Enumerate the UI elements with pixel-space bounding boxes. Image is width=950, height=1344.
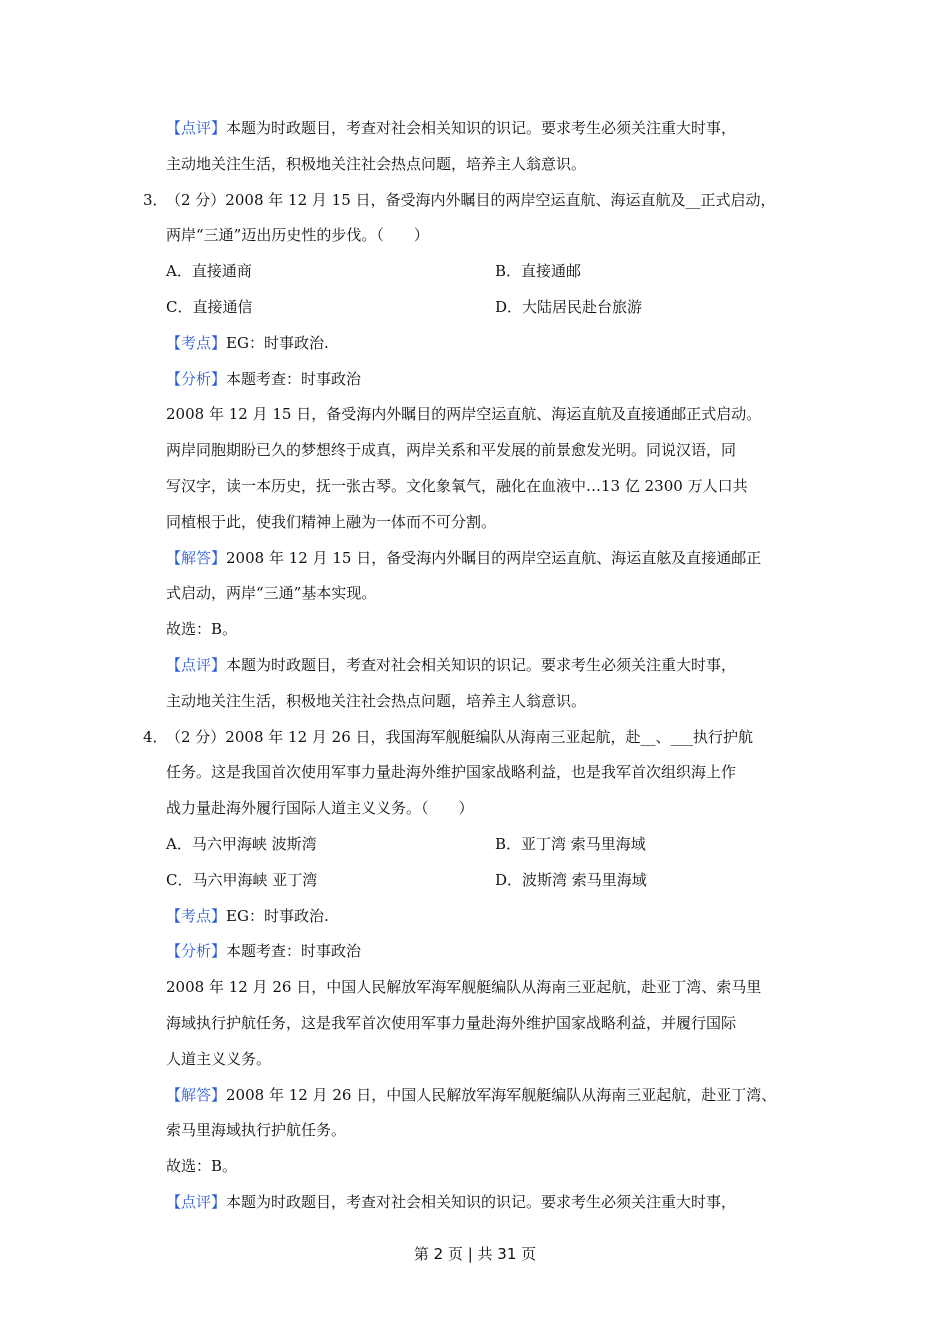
text-line: 故选：B。: [166, 620, 238, 639]
option-right: B．直接通邮: [495, 262, 582, 281]
section-text: 本题考查：时事政治: [226, 942, 362, 961]
section-tag: 【点评】: [166, 119, 227, 137]
tagged-line: [0, 939, 950, 975]
question-line: [0, 188, 950, 224]
option-left: A．直接通商: [166, 262, 252, 281]
text-line: 两岸“三通”迈出历史性的步伐。（ ）: [166, 226, 429, 245]
section-tag: 【分析】: [166, 942, 227, 961]
option-left: C．马六甲海峡 亚丁湾: [166, 870, 318, 889]
text-line: 2008 年 12 月 15 日，备受海内外瞩目的两岸空运直航、海运直航及直接通邮正式启动。: [166, 405, 762, 424]
question-text: （2 分）2008 年 12 月 26 日，我国海军舰艇编队从海南三亚起航，赴__、___执行护航: [166, 727, 754, 746]
question-number: 4．: [143, 727, 168, 746]
section-tag: 【解答】: [166, 1085, 227, 1104]
section-tag: 【分析】: [166, 369, 227, 388]
tagged-line: [0, 653, 950, 689]
option-right: D．大陆居民赴台旅游: [495, 297, 643, 316]
section-text: 本题为时政题目，考查对社会相关知识的识记。要求考生必须关注重大时事，: [226, 119, 737, 137]
text-line: 写汉字，读一本历史，抚一张古琴。文化象氧气，融化在血液中…13 亿 2300 万人口共: [166, 476, 748, 495]
section-tag: 【点评】: [166, 655, 227, 674]
tagged-line: [0, 1190, 950, 1226]
tagged-line: [0, 116, 950, 152]
text-line: 索马里海域执行护航任务。: [166, 1121, 347, 1140]
section-text: 本题为时政题目，考查对社会相关知识的识记。要求考生必须关注重大时事，: [226, 655, 737, 674]
tagged-line: [0, 904, 950, 940]
option-left: A．马六甲海峡 波斯湾: [166, 834, 317, 853]
text-line: 人道主义义务。: [166, 1049, 272, 1068]
text-line: 主动地关注生活，积极地关注社会热点问题，培养主人翁意识。: [166, 691, 587, 710]
option-row: [0, 868, 950, 904]
tagged-line: [0, 367, 950, 403]
page-footer: 第 2 页 | 共 31 页: [413, 1245, 537, 1263]
option-right: B．亚丁湾 索马里海域: [495, 834, 646, 853]
question-line: [0, 725, 950, 761]
text-line: 故选：B。: [166, 1157, 238, 1176]
option-left: C．直接通信: [166, 297, 253, 316]
section-tag: 【解答】: [166, 548, 227, 567]
document-body: [0, 116, 950, 1226]
text-line: 2008 年 12 月 26 日，中国人民解放军海军舰艇编队从海南三亚起航，赴亚丁湾、索马里: [166, 978, 762, 997]
text-line: 主动地关注生活，积极地关注社会热点问题，培养主人翁意识。: [166, 154, 587, 173]
text-line: 式启动，两岸“三通”基本实现。: [166, 584, 377, 603]
option-row: [0, 832, 950, 868]
option-row: [0, 259, 950, 295]
option-row: [0, 295, 950, 331]
question-number: 3．: [143, 190, 168, 209]
text-line: 两岸同胞期盼已久的梦想终于成真，两岸关系和平发展的前景愈发光明。同说汉语，同: [166, 441, 737, 460]
section-text: 本题考查：时事政治: [226, 369, 362, 388]
section-text: EG：时事政治.: [226, 906, 329, 925]
section-tag: 【点评】: [166, 1192, 227, 1211]
text-line: 任务。这是我国首次使用军事力量赴海外维护国家战略利益，也是我军首次组织海上作: [166, 763, 737, 782]
section-tag: 【考点】: [166, 333, 227, 352]
section-text: 2008 年 12 月 26 日，中国人民解放军海军舰艇编队从海南三亚起航，赴亚丁湾、: [226, 1085, 777, 1104]
section-text: 本题为时政题目，考查对社会相关知识的识记。要求考生必须关注重大时事，: [226, 1192, 737, 1211]
text-line: 战力量赴海外履行国际人道主义义务。（ ）: [166, 799, 474, 818]
section-text: 2008 年 12 月 15 日，备受海内外瞩目的两岸空运直航、海运直舷及直接通邮正: [226, 548, 762, 567]
text-line: 海域执行护航任务，这是我军首次使用军事力量赴海外维护国家战略利益，并履行国际: [166, 1013, 737, 1032]
section-tag: 【考点】: [166, 906, 227, 925]
option-right: D．波斯湾 索马里海域: [495, 870, 647, 889]
tagged-line: [0, 331, 950, 367]
section-text: EG：时事政治.: [226, 333, 329, 352]
question-text: （2 分）2008 年 12 月 15 日，备受海内外瞩目的两岸空运直航、海运直航及__正式启动，: [166, 190, 776, 209]
tagged-line: [0, 546, 950, 582]
tagged-line: [0, 1083, 950, 1119]
text-line: 同植根于此，使我们精神上融为一体而不可分割。: [166, 512, 497, 531]
